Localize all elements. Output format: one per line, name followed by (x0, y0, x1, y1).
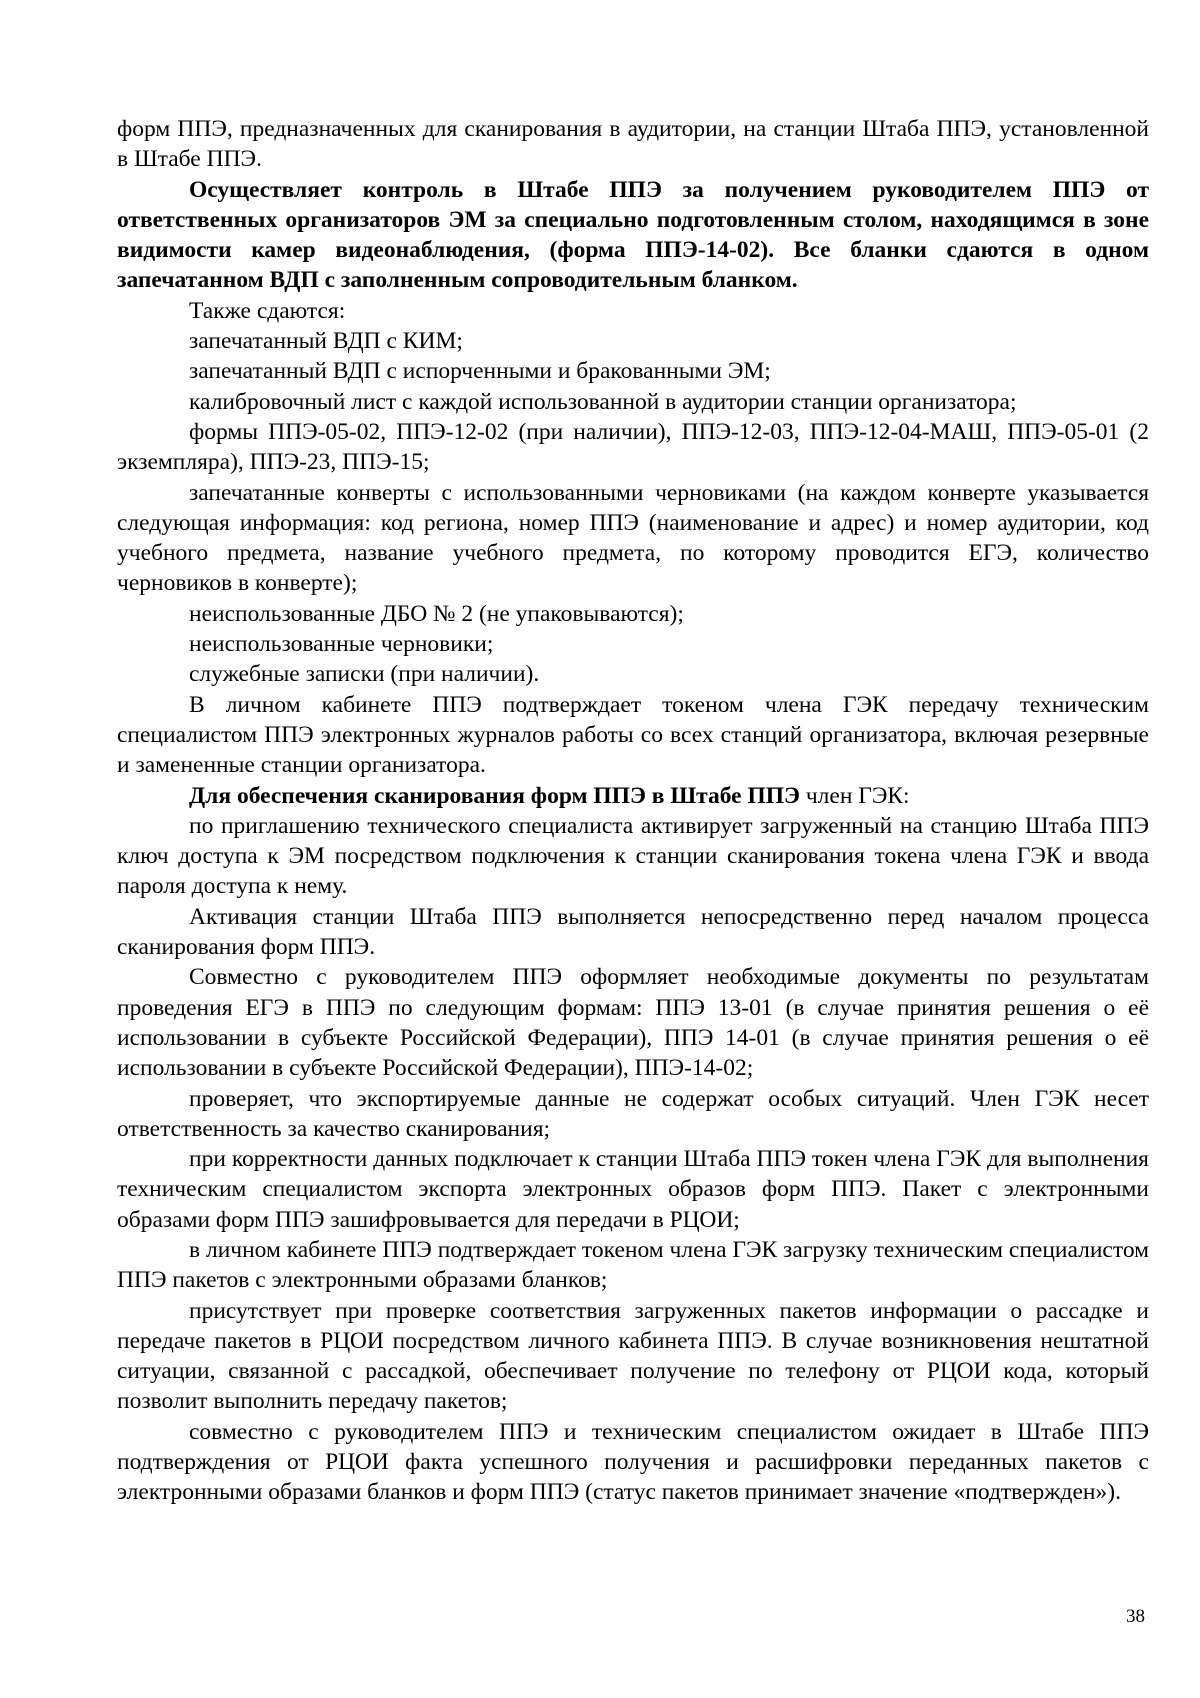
list-item-vdp-kim: запечатанный ВДП с КИМ; (189, 328, 463, 355)
list-item-memos: служебные записки (при наличии). (189, 661, 540, 688)
paragraph-await-confirmation: совместно с руководителем ППЭ и техническим специалистом ожидает в Штабе ППЭ подтверждения от РЦОИ факта успешного получения и расшифровки переданных пакетов с электронными образами бланков и форм ППЭ (статус пакетов принимает значение «подтвержден»). (117, 1418, 1149, 1506)
list-item-calibration-sheet: калибровочный лист с каждой использованной в аудитории станции организатора; (189, 388, 1017, 415)
paragraph-activation-key: по приглашению технического специалиста активирует загруженный на станцию Штаба ППЭ ключ доступа к ЭМ посредством подключения к станции сканирования токена члена ГЭК и ввода пароля доступа к нему. (117, 812, 1149, 900)
paragraph-continuation: форм ППЭ, предназначенных для сканирования в аудитории, на станции Штаба ППЭ, установленной в Штабе ППЭ. (117, 116, 1149, 173)
paragraph-seating-check: присутствует при проверке соответствия загруженных пакетов информации о рассадке и передаче пакетов в РЦОИ посредством личного кабинета ППЭ. В случае возникновения нештатной ситуации, связанной с рассадкой, обеспечивает получение по телефону от РЦОИ кода, который позволит выполнить передачу пакетов; (117, 1297, 1149, 1415)
paragraph-upload-confirm: в личном кабинете ППЭ подтверждает токеном члена ГЭК загрузку техническим специалистом ППЭ пакетов с электронными образами бланков; (117, 1236, 1149, 1294)
paragraph-documents: Совместно с руководителем ППЭ оформляет необходимые документы по результатам проведения ЕГЭ в ППЭ по следующим формам: ППЭ 13-01 (в случае принятия решения о её использовании в субъекте Российской Федерации), ППЭ 14-01 (в случае принятия решения о её использовании в субъекте Российской Федерации), ППЭ-14-02; (117, 964, 1149, 1082)
paragraph-check-export: проверяет, что экспортируемые данные не содержат особых ситуаций. Член ГЭК несет ответственность за качество сканирования; (117, 1085, 1149, 1142)
paragraph-personal-cabinet-journals: В личном кабинете ППЭ подтверждает токеном члена ГЭК передачу техническим специалистом ППЭ электронных журналов работы со всех станций организатора, включая резервные и замененные станции организатора. (117, 691, 1149, 779)
list-item-unused-dbo: неиспользованные ДБО № 2 (не упаковываются); (189, 600, 684, 627)
paragraph-control-bold: Осуществляет контроль в Штабе ППЭ за получением руководителем ППЭ от ответственных организаторов ЭМ за специально подготовленным столом, находящимся в зоне видимости камер видеонаблюдения, (форма ППЭ-14-02). Все бланки сдаются в одном запечатанном ВДП с заполненным сопроводительным бланком. (117, 176, 1149, 294)
list-item-forms: формы ППЭ-05-02, ППЭ-12-02 (при наличии), ППЭ-12-03, ППЭ-12-04-МАШ, ППЭ-05-01 (2 экземпляра), ППЭ-23, ППЭ-15; (117, 418, 1149, 476)
document-page (117, 114, 1149, 1508)
list-item-unused-drafts: неиспользованные черновики; (189, 631, 494, 658)
paragraph-also-submitted: Также сдаются: (189, 297, 346, 324)
list-item-vdp-damaged: запечатанный ВДП с испорченными и бракованными ЭМ; (189, 358, 771, 385)
page-number: 38 (1126, 1606, 1145, 1627)
paragraph-token-export: при корректности данных подключает к станции Штаба ППЭ токен члена ГЭК для выполнения техническим специалистом экспорта электронных образов форм ППЭ. Пакет с электронными образами форм ППЭ зашифровывается для передачи в РЦОИ; (117, 1146, 1149, 1233)
scanning-heading-bold: Для обеспечения сканирования форм ППЭ в Штабе ППЭ (189, 782, 800, 809)
scanning-heading-rest: член ГЭК: (799, 782, 910, 809)
list-item-envelopes: запечатанные конверты с использованными черновиками (на каждом конверте указывается следующая информация: код региона, номер ППЭ (наименование и адрес) и номер аудитории, код учебного предмета, название учебного предмета, по которому проводится ЕГЭ, количество черновиков в конверте); (117, 479, 1149, 597)
paragraph-scanning-heading (117, 781, 1149, 811)
paragraph-activation-timing: Активация станции Штаба ППЭ выполняется непосредственно перед началом процесса сканирования форм ППЭ. (117, 903, 1149, 961)
